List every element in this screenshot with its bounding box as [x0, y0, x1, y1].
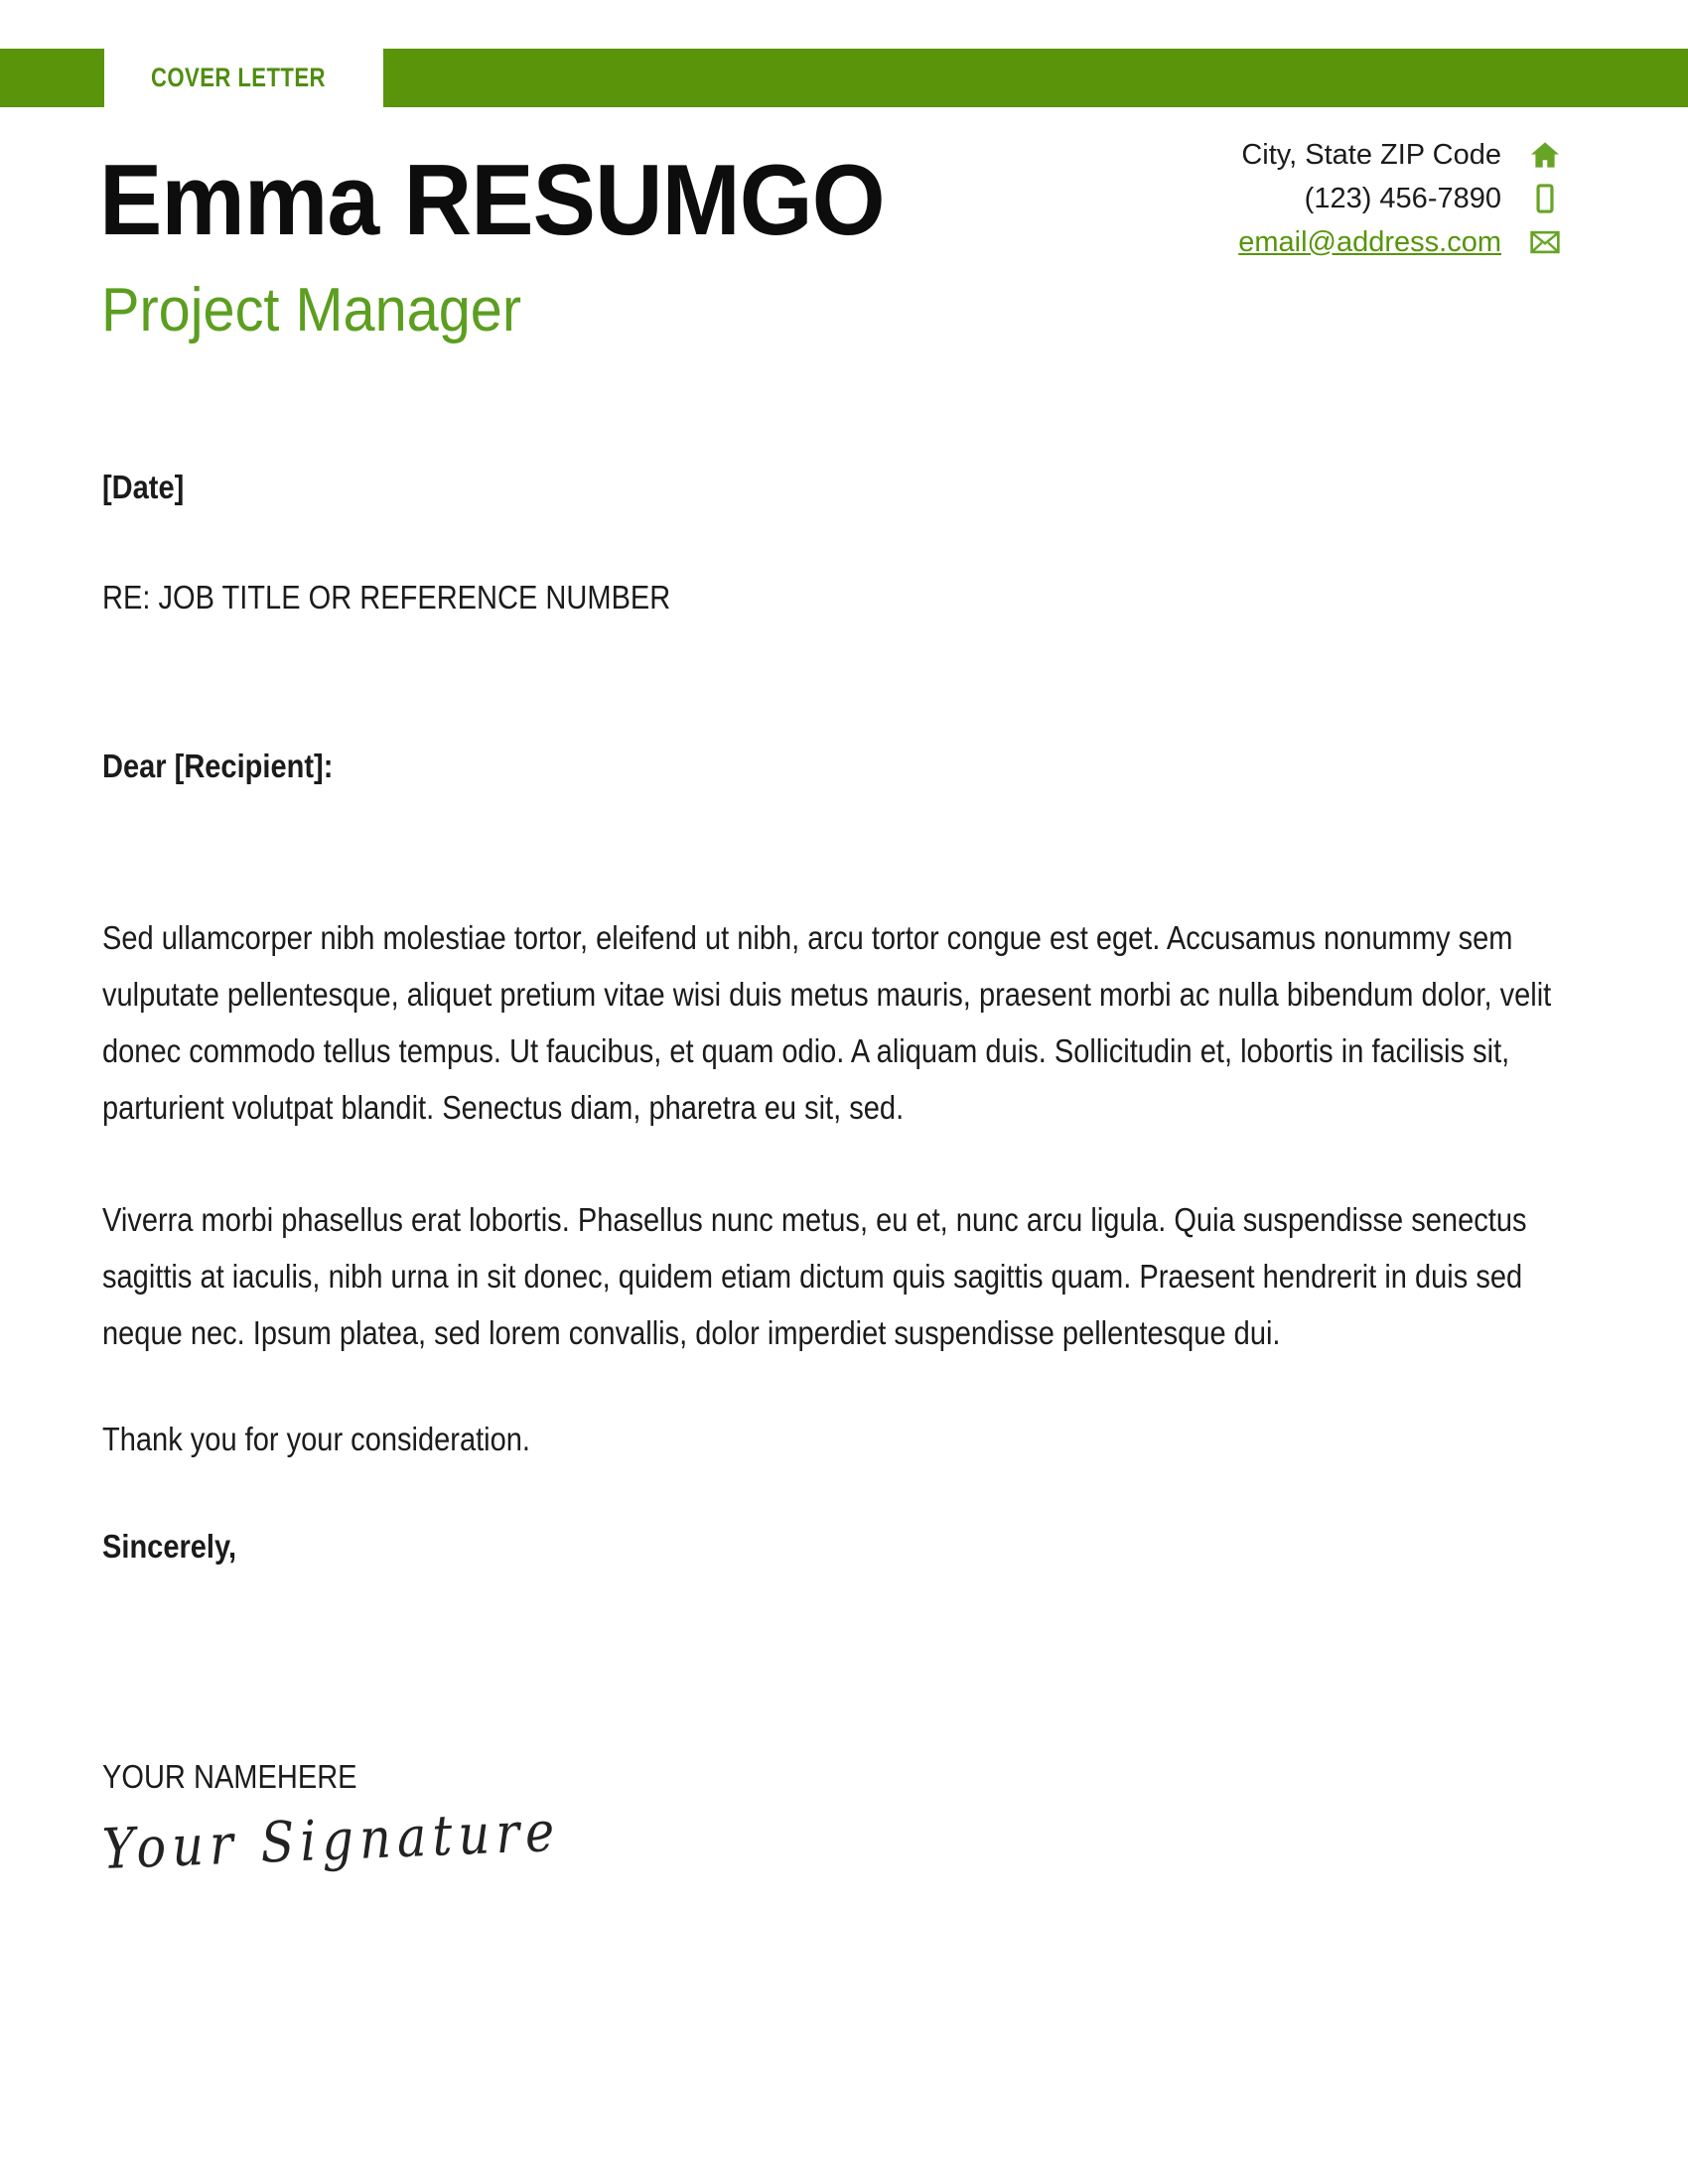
envelope-icon — [1527, 225, 1563, 259]
banner-right-bar — [383, 49, 1688, 107]
thanks-line: Thank you for your consideration. — [102, 1421, 530, 1457]
contact-phone-text: (123) 456-7890 — [1304, 182, 1501, 214]
body-paragraph-2: Viverra morbi phasellus erat lobortis. Phasellus nunc metus, eu et, nunc arcu ligula. Quia suspendisse senectus sagittis at iaculis, nibh urna in sit donec, quidem etiam dictum quis sagittis quam. Praesent hendrerit in duis sed neque nec. Ipsum platea, sed lorem convallis, dolor imperdiet suspendisse pellentesque dui. — [102, 1201, 1527, 1351]
banner-left-bar — [0, 49, 104, 107]
email-link[interactable]: email@address.com — [1238, 225, 1501, 258]
contact-address-text: City, State ZIP Code — [1241, 138, 1501, 171]
contact-email-row — [1238, 224, 1563, 260]
person-name: Emma RESUMGO — [99, 145, 885, 256]
body-paragraph-1: Sed ullamcorper nibh molestiae tortor, eleifend ut nibh, arcu tortor congue est eget. Accusamus nonummy sem vulputate pellentesque, aliquet pretium vitae wisi duis metus mauris, praesent morbi ac nulla bibendum dolor, velit donec commodo tellus tempus. Ut faucibus, et quam odio. A aliquam duis. Sollicitudin et, lobortis in facilisis sit, parturient volutpat blandit. Senectus diam, pharetra eu sit, sed. — [102, 919, 1552, 1126]
contact-phone-row — [1238, 181, 1563, 216]
person-title: Project Manager — [101, 276, 522, 344]
salutation: Dear [Recipient]: — [102, 748, 334, 784]
signature-script: Your Signature — [100, 1799, 562, 1882]
signer-name: YOUR NAMEHERE — [102, 1758, 357, 1795]
date-placeholder: [Date] — [102, 469, 185, 505]
letter-body — [102, 459, 1588, 1890]
document-type-label: COVER LETTER — [151, 63, 326, 92]
home-icon — [1527, 138, 1563, 172]
subject-line: RE: JOB TITLE OR REFERENCE NUMBER — [102, 579, 671, 615]
contact-address-row — [1238, 137, 1563, 173]
contact-block — [1238, 137, 1563, 260]
closing-line: Sincerely, — [102, 1528, 237, 1565]
phone-icon — [1527, 182, 1563, 215]
